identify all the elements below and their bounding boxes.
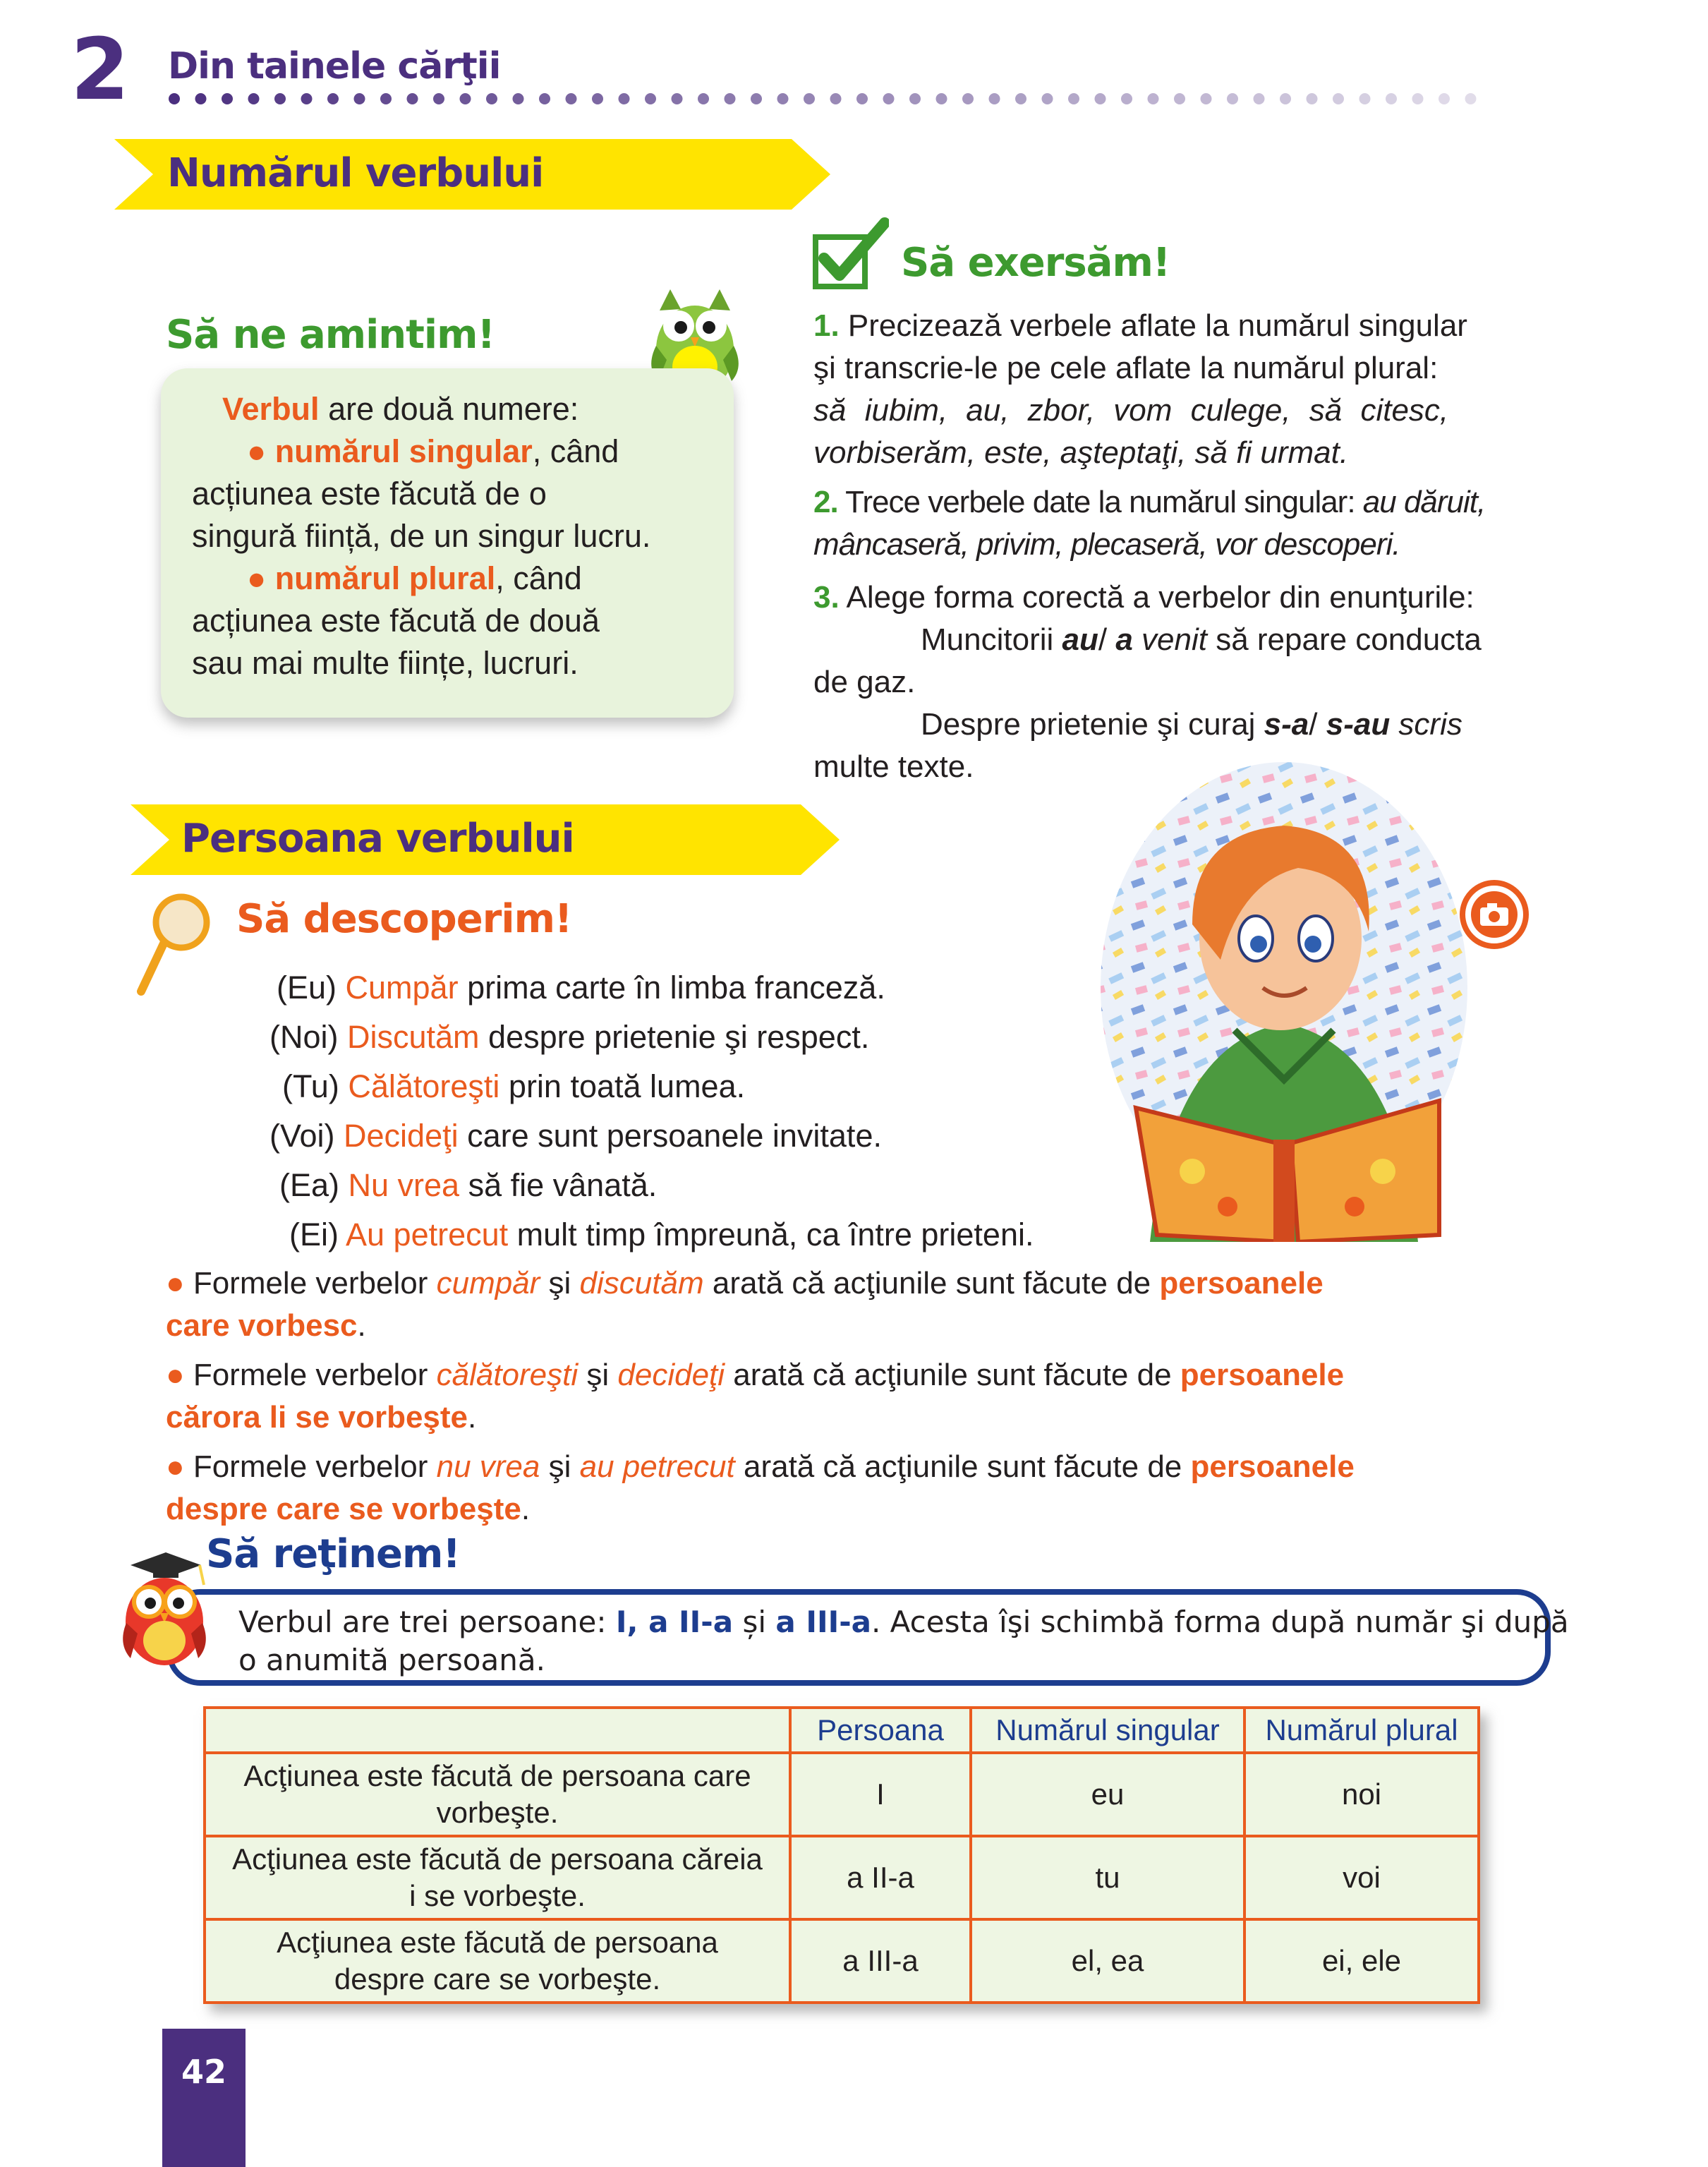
divider-dot [433,93,444,104]
text: arată că acţiunile sunt făcute de [725,1358,1180,1392]
observation-line [166,1451,1355,1483]
person-2: a II-a [648,1605,734,1639]
retain-text-line: o anumită persoană. [238,1643,545,1677]
text: venit [1132,622,1207,657]
highlight: care vorbesc [166,1308,358,1343]
pronoun: (Ea) [279,1167,349,1203]
page-number: 42 [181,2053,226,2091]
divider-dot [777,93,789,104]
retain-heading: Să reţinem! [206,1531,460,1577]
comma: , [626,1605,649,1639]
text: şi [540,1266,580,1300]
checkmark-icon [811,217,889,291]
exercise-2-verbs: mâncaseră, privim, plecaseră, vor descoperi. [813,527,1400,562]
verb: călătoreşti [436,1358,579,1392]
text: Trece verbele date la numărul singular: [837,485,1363,519]
divider-dot [274,93,286,104]
divider-dot [407,93,418,104]
verb: nu vrea [436,1449,540,1484]
highlight: despre care se vorbeşte [166,1492,521,1526]
remember-line: acțiunea este făcută de două [192,603,600,639]
banner-title: Numărul verbului [167,150,544,196]
divider-dot [751,93,762,104]
text: să repare conducta [1206,622,1482,657]
magnifier-icon [135,893,220,998]
table-cell-description [205,1753,790,1836]
divider-dot [619,93,630,104]
option: au [1062,622,1098,657]
divider-dot [804,93,815,104]
text: Alege forma corectă a verbelor din enunţurile: [839,580,1474,615]
term-singular: numărul singular [274,433,533,469]
text: . [521,1492,531,1526]
divider-dot [539,93,550,104]
verb: au petrecut [579,1449,735,1484]
exercise-1-line: şi transcrie-le pe cele aflate la numărul plural: [813,351,1439,385]
text: despre prietenie şi respect. [479,1019,870,1055]
table-cell-plural: ei, ele [1244,1919,1479,2003]
example-line [289,1219,1034,1250]
divider-dot [1095,93,1106,104]
divider-dot [1359,93,1371,104]
table-header-cell: Persoana [790,1708,971,1753]
highlight: cărora li se vorbeşte [166,1400,468,1435]
remember-line [247,435,619,467]
table-cell-singular: eu [971,1753,1244,1836]
exercise-number: 3. [813,580,840,615]
term-verbul: Verbul [222,391,320,427]
divider-dot [962,93,974,104]
exercise-number: 1. [813,308,840,343]
exercise-2-line [813,487,1485,518]
exercise-3-sentence: multe texte. [813,749,974,784]
verb: cumpăr [436,1266,540,1300]
divider-dot [380,93,392,104]
text: Acţiunea este făcută de persoana [277,1925,718,1959]
exercise-1-line [813,310,1467,342]
italic-verbs: au dăruit, [1362,485,1486,519]
table-header-cell [205,1708,790,1753]
table-row [205,1919,1479,2003]
divider-dot [1412,93,1424,104]
table-cell-person: I [790,1753,971,1836]
text: mult timp împreună, ca între prieteni. [508,1217,1034,1252]
text: Despre prietenie şi curaj [921,707,1264,742]
divider-dot [1307,93,1318,104]
pronoun: (Tu) [282,1068,349,1104]
divider-dot [1465,93,1477,104]
exercise-3-sentence [921,709,1462,740]
remember-line [247,562,582,594]
option: s-a [1264,707,1309,742]
table-row [205,1753,1479,1836]
example-line [277,970,885,1006]
divider-dot [1042,93,1053,104]
divider-dot [936,93,947,104]
exercise-3-sentence: de gaz. [813,665,916,699]
observation-line [166,1494,530,1525]
exercise-1-verbs: să iubim, au, zbor, vom culege, să citesc, [813,393,1449,428]
divider-dot [645,93,656,104]
divider-dot [1015,93,1026,104]
observation-line [166,1402,476,1433]
divider-dot [301,93,313,104]
text: / [1098,622,1116,657]
text: . [468,1400,477,1435]
observation-line [166,1268,1324,1299]
text: Precizează verbele aflate la numărul singular [839,308,1467,343]
option: a [1115,622,1133,657]
divider-dot [989,93,1000,104]
text: arată că acţiunile sunt făcute de [734,1449,1191,1484]
text: prima carte în limba franceză. [458,970,885,1006]
exercise-heading: Să exersăm! [901,240,1170,286]
table-header-cell: Numărul plural [1244,1708,1479,1753]
divider-dot [1068,93,1079,104]
text: are două numere: [319,391,579,427]
text: prin toată lumea. [499,1068,746,1104]
table-cell-singular: tu [971,1836,1244,1919]
term-plural: numărul plural [274,560,496,596]
graduate-owl-illustration [116,1545,212,1669]
divider-dot [354,93,365,104]
banner-title: Persoana verbului [181,816,574,862]
divider-dot [856,93,868,104]
divider-dot [486,93,497,104]
divider-dot [513,93,524,104]
option: s-au [1326,707,1391,742]
camera-icon[interactable] [1459,879,1530,950]
text: şi [540,1449,580,1484]
text: / [1309,707,1326,742]
banner-persoana-verbului [131,804,840,875]
text: , când [495,560,582,596]
divider-dot [830,93,842,104]
divider-dot [1439,93,1450,104]
remember-line: acțiunea este făcută de o [192,476,547,512]
divider-dot [566,93,577,104]
retain-text-line [238,1607,1569,1637]
bullet: ● [166,1358,185,1392]
highlight: persoanele [1159,1266,1324,1300]
text: despre care se vorbeşte. [334,1962,661,1996]
divider-dot [1333,93,1344,104]
text: . [357,1308,366,1343]
table-row [205,1836,1479,1919]
verb: decideţi [617,1358,725,1392]
example-line [282,1070,745,1102]
table-cell-plural: voi [1244,1836,1479,1919]
divider-dot [460,93,471,104]
remember-line: sau mai multe ființe, lucruri. [192,645,579,681]
pronoun: (Noi) [269,1019,347,1055]
text: și [733,1605,776,1639]
divider-dot [1254,93,1265,104]
table-header-row [205,1708,1479,1753]
text: Muncitorii [921,622,1062,657]
chapter-number: 2 [71,21,130,119]
divider-dot [1386,93,1397,104]
bullet: ● [166,1449,185,1484]
divider-dot [169,93,180,104]
banner-numarul-verbului [114,139,830,210]
divider-dot [1227,93,1238,104]
divider-dot [698,93,709,104]
verb: discutăm [579,1266,704,1300]
highlight: persoanele [1180,1358,1345,1392]
divider-dot [222,93,233,104]
pronoun: (Voi) [269,1118,344,1154]
persons-table [203,1706,1480,2004]
page-number-box [162,2029,246,2167]
text: Verbul are trei persoane: [238,1605,616,1639]
divider-dot [1174,93,1185,104]
verb: Au petrecut [346,1217,509,1252]
text: Formele verbelor [193,1266,437,1300]
text: vorbeşte. [436,1796,559,1829]
person-1: I [615,1605,627,1639]
observation-line [166,1310,366,1341]
person-3: a III-a [775,1605,871,1639]
text: Acţiunea este făcută de persoana căreia [232,1842,763,1876]
bullet: ● [166,1266,185,1300]
table-cell-description [205,1919,790,2003]
remember-line [222,393,579,425]
bullet: ● [247,433,275,469]
verb: Cumpăr [345,970,459,1006]
table-cell-person: a II-a [790,1836,971,1919]
chapter-title: Din tainele cărţii [168,45,501,87]
dotted-divider [168,92,1487,106]
exercise-1-verbs: vorbiserăm, este, aşteptaţi, să fi urmat. [813,435,1349,470]
example-line [269,1021,869,1053]
divider-dot [1121,93,1132,104]
divider-dot [883,93,895,104]
text: să fie vânată. [459,1167,658,1203]
pronoun: (Ei) [289,1217,346,1252]
text: Acţiunea este făcută de persoana care [243,1758,751,1792]
text: , când [532,433,619,469]
table-cell-plural: noi [1244,1753,1479,1836]
divider-dot [725,93,736,104]
observation-line [166,1360,1344,1391]
text: scris [1390,707,1462,742]
divider-dot [1201,93,1212,104]
boy-reading-illustration [1086,748,1471,1242]
pronoun: (Eu) [277,970,346,1006]
bullet: ● [247,560,275,596]
divider-dot [592,93,603,104]
text: şi [578,1358,618,1392]
divider-dot [1280,93,1291,104]
exercise-number: 2. [813,485,838,519]
table-cell-person: a III-a [790,1919,971,2003]
divider-dot [909,93,921,104]
table-cell-description [205,1836,790,1919]
table-cell-singular: el, ea [971,1919,1244,2003]
discover-heading: Să descoperim! [236,896,572,942]
divider-dot [248,93,260,104]
example-line [269,1120,882,1152]
exercise-3-line [813,582,1474,613]
exercise-3-sentence [921,624,1482,656]
text: care sunt persoanele invitate. [458,1118,882,1154]
text: i se vorbeşte. [409,1879,586,1912]
text: arată că acţiunile sunt făcute de [703,1266,1160,1300]
remember-line: singură ființă, de un singur lucru. [192,518,651,554]
text: Formele verbelor [193,1358,437,1392]
divider-dot [672,93,683,104]
verb: Discutăm [347,1019,480,1055]
table-header-cell: Numărul singular [971,1708,1244,1753]
divider-dot [195,93,207,104]
verb: Călătoreşti [348,1068,500,1104]
verb: Nu vrea [348,1167,460,1203]
verb: Decideţi [344,1118,459,1154]
text: Formele verbelor [193,1449,437,1484]
highlight: persoanele [1190,1449,1355,1484]
example-line [279,1169,657,1201]
text: . Acesta îşi schimbă forma după număr şi după [871,1605,1569,1639]
divider-dot [1148,93,1159,104]
divider-dot [327,93,339,104]
remember-heading: Să ne amintim! [166,312,495,358]
